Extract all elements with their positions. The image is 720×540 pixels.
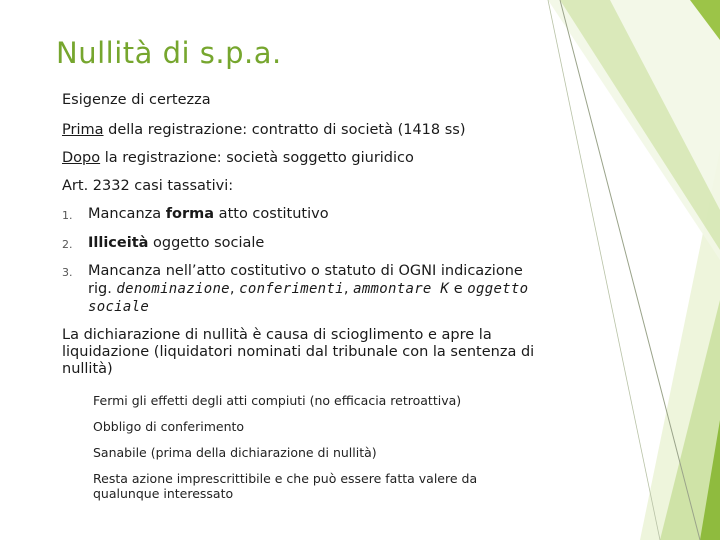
line-dopo-text: la registrazione: società soggetto giuridico	[100, 150, 414, 166]
sub-item-effetti: Fermi gli effetti degli atti compiuti (no efficacia retroattiva)	[93, 393, 462, 408]
line-prima-text: della registrazione: contratto di società (1418 ss)	[103, 122, 466, 138]
list-number: 1.	[62, 209, 73, 222]
list-item-text: Mancanza forma atto costitutivo	[88, 206, 329, 222]
list-item-text: Illiceità oggetto sociale	[88, 235, 265, 251]
sub-item-sanabile: Sanabile (prima della dichiarazione di nullità)	[93, 445, 377, 460]
sub-item-azione: Resta azione imprescrittibile e che può essere fatta valere da qualunque interessato	[93, 471, 478, 501]
line-dopo	[62, 150, 414, 167]
list-item-text-line3: sociale	[88, 299, 150, 315]
list-item-text-line1: Mancanza nell’atto costitutivo o statuto di OGNI indicazione	[88, 263, 523, 279]
line-dopo-keyword: Dopo	[62, 150, 101, 166]
line-prima-keyword: Prima	[62, 122, 104, 138]
line-prima	[62, 122, 466, 139]
list-number: 3.	[62, 266, 73, 279]
slide-title: Nullità di s.p.a.	[56, 36, 282, 70]
sub-item-obbligo: Obbligo di conferimento	[93, 419, 245, 434]
list-number: 2.	[62, 238, 73, 251]
line-esigenze: Esigenze di certezza	[62, 92, 211, 108]
paragraph-nullita: La dichiarazione di nullità è causa di scioglimento e apre la liquidazione (liquidatori nominati dal tribunale con la sentenza di nullità)	[62, 327, 535, 377]
line-art: Art. 2332 casi tassativi:	[62, 178, 234, 194]
list-item-text-line2: rig. denominazione, conferimenti, ammontare K e oggetto	[88, 281, 529, 297]
deco-shape-top	[548, 0, 720, 260]
